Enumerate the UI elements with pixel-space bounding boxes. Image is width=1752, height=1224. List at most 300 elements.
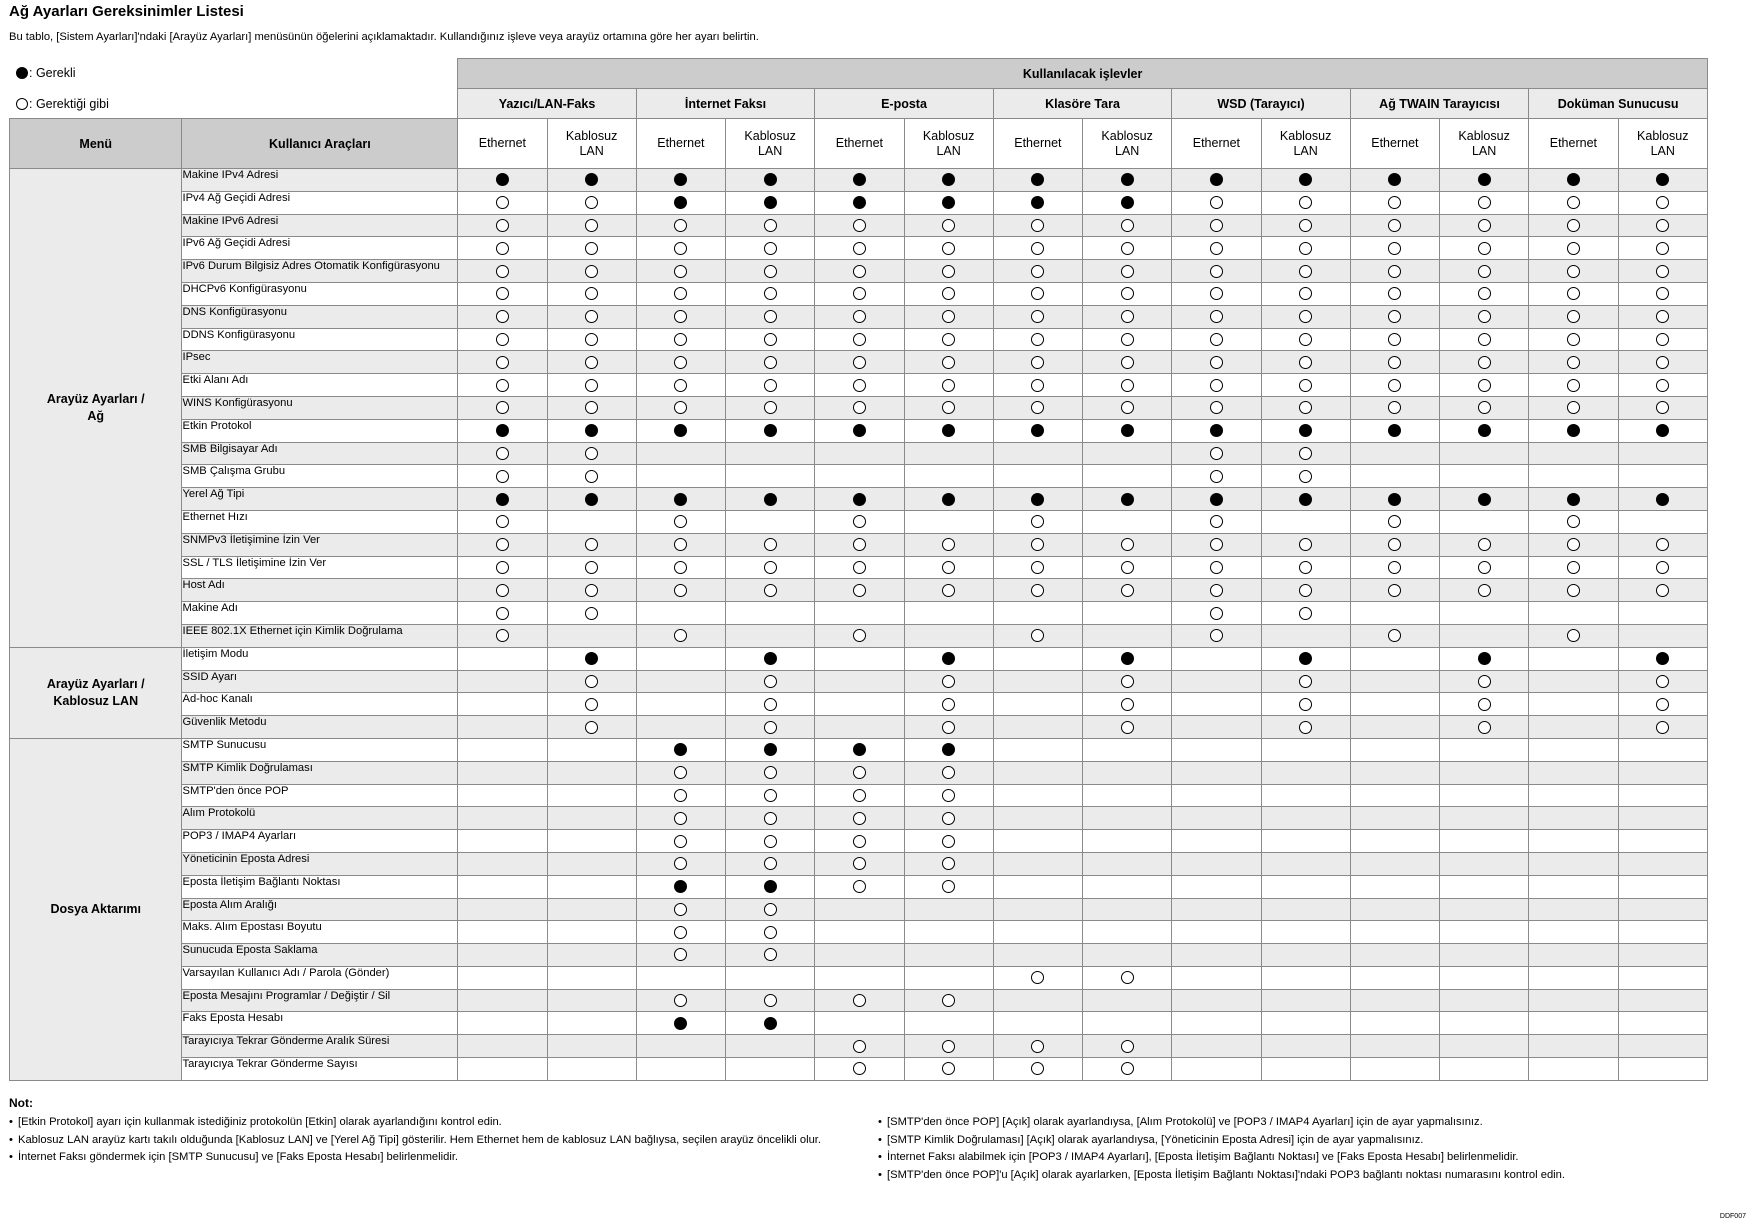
requirement-cell (904, 396, 993, 419)
requirement-cell (726, 442, 815, 465)
table-row (10, 830, 1708, 853)
hollow-circle-icon (1388, 515, 1401, 528)
requirement-cell (1440, 510, 1529, 533)
user-tool-label: IPsec (182, 351, 458, 374)
requirement-cell (458, 191, 547, 214)
requirement-cell (1261, 169, 1350, 192)
filled-circle-icon (764, 880, 777, 893)
filled-circle-icon (764, 424, 777, 437)
hollow-circle-icon (1388, 242, 1401, 255)
requirement-cell (1172, 716, 1261, 739)
requirement-cell (726, 1058, 815, 1081)
hollow-circle-icon (1388, 629, 1401, 642)
requirement-cell (1350, 1012, 1439, 1035)
filled-circle-icon (764, 173, 777, 186)
hollow-circle-icon (1478, 242, 1491, 255)
requirement-cell (1440, 169, 1529, 192)
requirement-cell (1261, 624, 1350, 647)
hollow-circle-icon (1031, 1062, 1044, 1075)
requirement-cell (993, 624, 1082, 647)
requirement-cell (904, 442, 993, 465)
requirement-cell (1172, 647, 1261, 670)
requirement-cell (547, 1012, 636, 1035)
requirement-cell (726, 784, 815, 807)
requirement-cell (1350, 579, 1439, 602)
hollow-circle-icon (1031, 971, 1044, 984)
hollow-circle-icon (853, 561, 866, 574)
hollow-circle-icon (674, 926, 687, 939)
requirement-cell (1172, 852, 1261, 875)
requirement-cell (1618, 465, 1708, 488)
hollow-circle-icon (1031, 242, 1044, 255)
hollow-circle-icon (1121, 287, 1134, 300)
hollow-circle-icon (942, 561, 955, 574)
requirement-cell (547, 944, 636, 967)
hollow-circle-icon (853, 1040, 866, 1053)
hollow-circle-icon (942, 219, 955, 232)
filled-circle-icon (1031, 173, 1044, 186)
requirement-cell (1172, 921, 1261, 944)
hollow-circle-icon (1567, 265, 1580, 278)
tools-header: Kullanıcı Araçları (182, 119, 458, 169)
hollow-circle-icon (496, 607, 509, 620)
requirement-cell (904, 875, 993, 898)
requirement-cell (1261, 191, 1350, 214)
hollow-circle-icon (1478, 356, 1491, 369)
function-group-header: Doküman Sunucusu (1529, 89, 1708, 119)
hollow-circle-icon (585, 698, 598, 711)
requirement-cell (636, 944, 725, 967)
requirement-cell (1083, 716, 1172, 739)
hollow-circle-icon (1567, 219, 1580, 232)
requirement-cell (993, 328, 1082, 351)
hollow-circle-icon (764, 698, 777, 711)
requirement-cell (636, 852, 725, 875)
hollow-circle-icon (1299, 196, 1312, 209)
hollow-circle-icon (496, 310, 509, 323)
requirement-cell (1529, 624, 1618, 647)
requirement-cell (1440, 921, 1529, 944)
requirement-cell (815, 351, 904, 374)
hollow-circle-icon (853, 857, 866, 870)
requirement-cell (458, 556, 547, 579)
requirement-cell (815, 282, 904, 305)
requirement-cell (726, 1012, 815, 1035)
hollow-circle-icon (674, 287, 687, 300)
requirement-cell (1172, 579, 1261, 602)
hollow-circle-icon (585, 310, 598, 323)
requirement-cell (1529, 716, 1618, 739)
hollow-circle-icon (942, 401, 955, 414)
requirement-cell (458, 442, 547, 465)
requirement-cell (1440, 647, 1529, 670)
requirement-cell (993, 761, 1082, 784)
requirement-cell (815, 305, 904, 328)
hollow-circle-icon (1031, 561, 1044, 574)
requirement-cell (726, 830, 815, 853)
hollow-circle-icon (496, 333, 509, 346)
requirement-cell (1083, 898, 1172, 921)
hollow-circle-icon (942, 812, 955, 825)
user-tool-label: WINS Konfigürasyonu (182, 396, 458, 419)
requirement-cell (1529, 579, 1618, 602)
requirement-cell (1083, 738, 1172, 761)
wireless-lan-header: Kablosuz LAN (904, 119, 993, 169)
table-row (10, 624, 1708, 647)
requirement-cell (1350, 282, 1439, 305)
requirement-cell (636, 716, 725, 739)
hollow-circle-icon (585, 721, 598, 734)
requirement-cell (904, 647, 993, 670)
hollow-circle-icon (1210, 561, 1223, 574)
requirement-cell (1261, 898, 1350, 921)
filled-circle-icon (764, 652, 777, 665)
requirement-cell (1618, 898, 1708, 921)
requirement-cell (1172, 214, 1261, 237)
hollow-circle-icon (1299, 447, 1312, 460)
requirement-cell (1618, 556, 1708, 579)
hollow-circle-icon (674, 310, 687, 323)
hollow-circle-icon (764, 401, 777, 414)
hollow-circle-icon (764, 310, 777, 323)
requirement-cell (904, 374, 993, 397)
requirement-cell (458, 875, 547, 898)
requirement-cell (1261, 875, 1350, 898)
ethernet-header: Ethernet (815, 119, 904, 169)
requirement-cell (1083, 214, 1172, 237)
requirement-cell (458, 305, 547, 328)
requirement-cell (1261, 1012, 1350, 1035)
table-row (10, 282, 1708, 305)
requirement-cell (1350, 921, 1439, 944)
filled-circle-icon (585, 652, 598, 665)
requirement-cell (1440, 670, 1529, 693)
requirement-cell (547, 738, 636, 761)
requirement-cell (1440, 305, 1529, 328)
requirement-cell (726, 510, 815, 533)
requirement-cell (1172, 328, 1261, 351)
requirement-cell (1440, 442, 1529, 465)
requirement-cell (1440, 898, 1529, 921)
hollow-circle-icon (942, 698, 955, 711)
table-row (10, 442, 1708, 465)
hollow-circle-icon (1031, 219, 1044, 232)
requirement-cell (1261, 305, 1350, 328)
requirement-cell (458, 807, 547, 830)
requirement-cell (547, 396, 636, 419)
requirement-cell (1529, 944, 1618, 967)
requirement-cell (1172, 693, 1261, 716)
requirement-cell (1083, 442, 1172, 465)
filled-circle-icon (853, 424, 866, 437)
filled-circle-icon (674, 743, 687, 756)
filled-circle-icon (1388, 173, 1401, 186)
requirement-cell (547, 670, 636, 693)
requirement-cell (1172, 374, 1261, 397)
requirement-cell (458, 944, 547, 967)
wireless-lan-header: Kablosuz LAN (1440, 119, 1529, 169)
requirement-cell (1529, 852, 1618, 875)
requirement-cell (636, 305, 725, 328)
requirement-cell (815, 875, 904, 898)
requirement-cell (1083, 488, 1172, 511)
requirement-cell (1440, 852, 1529, 875)
hollow-circle-icon (1210, 401, 1223, 414)
requirement-cell (726, 374, 815, 397)
user-tool-label: DHCPv6 Konfigürasyonu (182, 282, 458, 305)
requirement-cell (458, 670, 547, 693)
hollow-circle-icon (853, 333, 866, 346)
hollow-circle-icon (1656, 379, 1669, 392)
filled-circle-icon (1031, 424, 1044, 437)
filled-circle-icon (1210, 173, 1223, 186)
requirement-cell (1172, 396, 1261, 419)
requirement-cell (815, 852, 904, 875)
requirement-cell (636, 1012, 725, 1035)
requirement-cell (636, 738, 725, 761)
requirement-cell (1350, 396, 1439, 419)
requirement-cell (458, 830, 547, 853)
user-tool-label: Yöneticinin Eposta Adresi (182, 852, 458, 875)
hollow-circle-icon (1210, 470, 1223, 483)
table-row (10, 556, 1708, 579)
hollow-circle-icon (853, 629, 866, 642)
requirement-cell (993, 989, 1082, 1012)
hollow-circle-icon (942, 265, 955, 278)
requirement-cell (1618, 442, 1708, 465)
hollow-circle-icon (585, 287, 598, 300)
requirement-cell (815, 761, 904, 784)
requirement-cell (547, 693, 636, 716)
table-row (10, 579, 1708, 602)
requirement-cell (904, 328, 993, 351)
requirement-cell (1172, 898, 1261, 921)
hollow-circle-icon (1210, 196, 1223, 209)
hollow-circle-icon (1478, 401, 1491, 414)
hollow-circle-icon (1656, 287, 1669, 300)
requirement-cell (815, 510, 904, 533)
requirement-cell (1261, 944, 1350, 967)
requirement-cell (1172, 442, 1261, 465)
hollow-circle-icon (942, 675, 955, 688)
requirement-cell (1350, 260, 1439, 283)
requirement-cell (1350, 738, 1439, 761)
requirement-cell (458, 1035, 547, 1058)
hollow-circle-icon (1388, 265, 1401, 278)
requirement-cell (1172, 237, 1261, 260)
hollow-circle-icon (1567, 584, 1580, 597)
requirement-cell (1440, 374, 1529, 397)
hollow-circle-icon (1656, 721, 1669, 734)
hollow-circle-icon (1031, 265, 1044, 278)
requirement-cell (1261, 1035, 1350, 1058)
requirement-cell (726, 807, 815, 830)
requirement-cell (458, 351, 547, 374)
hollow-circle-icon (1388, 287, 1401, 300)
wireless-lan-header: Kablosuz LAN (1261, 119, 1350, 169)
requirement-cell (547, 602, 636, 625)
table-row (10, 533, 1708, 556)
requirement-cell (547, 830, 636, 853)
filled-circle-icon (1478, 493, 1491, 506)
requirement-cell (1440, 260, 1529, 283)
requirement-cell (904, 579, 993, 602)
filled-circle-icon (1121, 424, 1134, 437)
requirement-cell (547, 852, 636, 875)
table-row (10, 328, 1708, 351)
requirement-cell (1529, 214, 1618, 237)
requirement-cell (1618, 830, 1708, 853)
requirement-cell (904, 351, 993, 374)
filled-circle-icon (1478, 173, 1491, 186)
hollow-circle-icon (1656, 538, 1669, 551)
ethernet-header: Ethernet (1529, 119, 1618, 169)
requirement-cell (1529, 465, 1618, 488)
requirement-cell (726, 579, 815, 602)
hollow-circle-icon (1031, 356, 1044, 369)
requirement-cell (636, 784, 725, 807)
requirement-cell (636, 465, 725, 488)
requirement-cell (726, 738, 815, 761)
requirement-cell (726, 647, 815, 670)
requirement-cell (904, 305, 993, 328)
filled-circle-icon (585, 424, 598, 437)
requirement-cell (1350, 898, 1439, 921)
requirement-cell (1350, 784, 1439, 807)
hollow-circle-icon (1031, 1040, 1044, 1053)
requirement-cell (1350, 328, 1439, 351)
hollow-circle-icon (674, 903, 687, 916)
requirement-cell (815, 465, 904, 488)
requirement-cell (1261, 328, 1350, 351)
hollow-circle-icon (1567, 561, 1580, 574)
requirement-cell (1529, 351, 1618, 374)
requirement-cell (1350, 533, 1439, 556)
requirement-cell (1261, 1058, 1350, 1081)
filled-circle-icon (1478, 424, 1491, 437)
hollow-circle-icon (1031, 401, 1044, 414)
requirement-cell (1618, 1058, 1708, 1081)
requirement-cell (636, 169, 725, 192)
hollow-circle-icon (1567, 333, 1580, 346)
filled-circle-icon (16, 67, 28, 79)
hollow-circle-icon (853, 287, 866, 300)
requirement-cell (726, 419, 815, 442)
requirement-cell (993, 807, 1082, 830)
document-code: DDF007 (1719, 1213, 1746, 1220)
requirement-cell (1172, 807, 1261, 830)
requirement-cell (993, 716, 1082, 739)
requirement-cell (547, 214, 636, 237)
requirement-cell (815, 533, 904, 556)
requirement-cell (1350, 852, 1439, 875)
requirement-cell (726, 670, 815, 693)
requirement-cell (726, 260, 815, 283)
table-row (10, 465, 1708, 488)
requirement-cell (1083, 191, 1172, 214)
requirement-cell (726, 282, 815, 305)
hollow-circle-icon (942, 242, 955, 255)
hollow-circle-icon (764, 812, 777, 825)
requirement-cell (1618, 374, 1708, 397)
requirement-cell (815, 898, 904, 921)
requirement-cell (1261, 260, 1350, 283)
hollow-circle-icon (1299, 675, 1312, 688)
user-tool-label: SMTP'den önce POP (182, 784, 458, 807)
requirement-cell (904, 419, 993, 442)
requirement-cell (993, 510, 1082, 533)
hollow-circle-icon (1478, 333, 1491, 346)
note-item: • [SMTP'den önce POP]'u [Açık] olarak ayarlarken, [Eposta İletişim Bağlantı Noktası]'ndaki POP3 bağlantı noktası numarasını kontrol edin. (878, 1168, 1708, 1184)
requirement-cell (1440, 351, 1529, 374)
requirement-cell (1083, 465, 1172, 488)
requirement-cell (1083, 533, 1172, 556)
requirement-cell (1350, 488, 1439, 511)
hollow-circle-icon (1299, 607, 1312, 620)
menu-cell: Dosya Aktarımı (10, 738, 182, 1080)
hollow-circle-icon (1567, 356, 1580, 369)
intro-text: Bu tablo, [Sistem Ayarları]'ndaki [Arayüz Ayarları] menüsünün öğelerini açıklamaktadır. Kullandığınız işleve veya arayüz ortamına göre her ayarı belirtin. (9, 31, 759, 43)
wireless-lan-header: Kablosuz LAN (1083, 119, 1172, 169)
hollow-circle-icon (1656, 310, 1669, 323)
hollow-circle-icon (1299, 698, 1312, 711)
hollow-circle-icon (853, 789, 866, 802)
requirement-cell (1529, 807, 1618, 830)
requirement-cell (726, 351, 815, 374)
requirement-cell (1172, 465, 1261, 488)
table-row (10, 351, 1708, 374)
hollow-circle-icon (1299, 470, 1312, 483)
requirement-cell (993, 374, 1082, 397)
hollow-circle-icon (1210, 607, 1223, 620)
requirement-cell (904, 830, 993, 853)
requirement-cell (636, 191, 725, 214)
requirement-cell (1172, 510, 1261, 533)
note-item: • [Etkin Protokol] ayarı için kullanmak istediğiniz protokolün [Etkin] olarak ayarlandığını kontrol edin. (9, 1115, 841, 1131)
hollow-circle-icon (1121, 219, 1134, 232)
hollow-circle-icon (1121, 698, 1134, 711)
requirement-cell (1083, 260, 1172, 283)
requirement-cell (726, 624, 815, 647)
requirement-cell (547, 533, 636, 556)
requirement-cell (815, 237, 904, 260)
hollow-circle-icon (1121, 401, 1134, 414)
requirement-cell (726, 396, 815, 419)
requirement-cell (636, 602, 725, 625)
requirement-cell (1083, 1035, 1172, 1058)
requirement-cell (815, 191, 904, 214)
user-tool-label: Makine Adı (182, 602, 458, 625)
hollow-circle-icon (1031, 584, 1044, 597)
user-tool-label: Sunucuda Eposta Saklama (182, 944, 458, 967)
requirement-cell (904, 624, 993, 647)
hollow-circle-icon (1299, 538, 1312, 551)
page-title: Ağ Ayarları Gereksinimler Listesi (9, 3, 244, 20)
requirement-cell (815, 396, 904, 419)
hollow-circle-icon (764, 356, 777, 369)
requirement-cell (1529, 693, 1618, 716)
requirement-cell (904, 1035, 993, 1058)
requirement-cell (1350, 944, 1439, 967)
requirement-cell (1529, 237, 1618, 260)
requirement-cell (547, 807, 636, 830)
requirement-cell (458, 510, 547, 533)
requirement-cell (1529, 1012, 1618, 1035)
requirement-cell (993, 260, 1082, 283)
requirement-cell (1529, 1058, 1618, 1081)
requirement-cell (1529, 670, 1618, 693)
requirement-cell (1172, 351, 1261, 374)
